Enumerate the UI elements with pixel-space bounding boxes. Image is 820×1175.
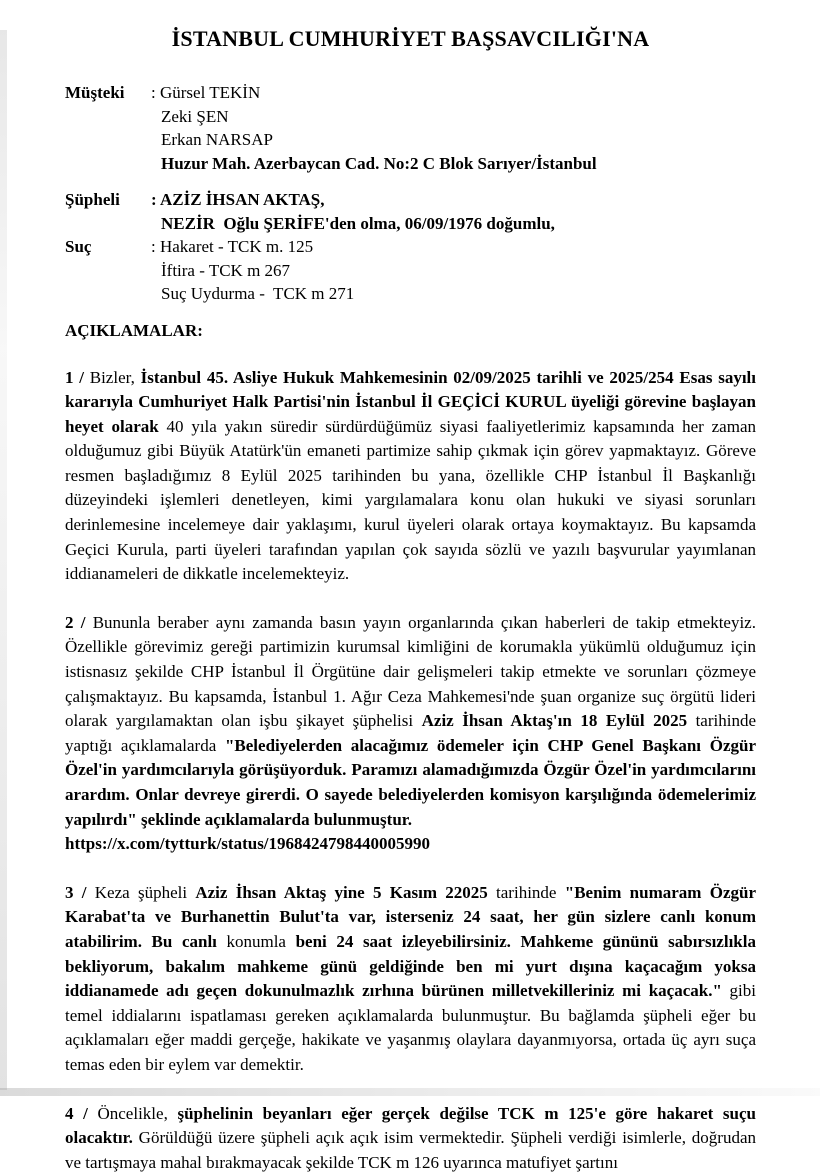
offense-section	[65, 235, 756, 306]
paragraph-1	[65, 366, 756, 587]
text-run: "Belediyelerden alacağımız ödemeler için CHP Genel Başkanı Özgür Özel'in yardımcılarıyla görüşüyorduk. Paramızı alamadığımızda Özgür Özel'in yardımcılarını arardım. Onlar devreye girerdi. O sayede belediyelerden komisyon karşılığında ödemelerimiz yapılırdı" şeklinde açıklamalarda bulunmuştur.	[65, 735, 756, 829]
complainant-name-3: Erkan NARSAP	[161, 130, 273, 149]
text-run: "Benim numaram Özgür Karabat'ta ve Burhanettin Bulut'ta var, isterseniz 24 saat, her gün sizlere canlı konum atabilirim. Bu canlı	[65, 882, 757, 951]
text-run: 2 /	[65, 612, 86, 632]
text-run: İstanbul 45. Asliye Hukuk Mahkemesinin 02/09/2025 tarihli ve 2025/254 Esas sayılı kararıyla Cumhuriyet Halk Partisi'nin İstanbul İl GEÇİCİ KURUL üyeliği görevine başlayan heyet olarak	[65, 367, 756, 436]
suspect-section	[65, 188, 756, 235]
source-url-line: https://x.com/tytturk/status/1968424798440005990	[65, 834, 431, 854]
text-run: tarihinde	[487, 882, 565, 902]
text-run: 40 yıla yakın süredir sürdürdüğümüz siyasi faaliyetlerimiz kapsamında her zaman olduğumuz gibi Büyük Atatürk'ün emaneti partimize sahip çıkmak için görev yapmaktayız. Göreve resmen başladığımız 8 Eylül 2025 tarihinden bu yana, özellikle CHP İstanbul İl Başkanlığı düzeyindeki işlemleri denetleyen, kimi yargılamalara konu olan hukuki ve siyasi sorunları derinlemesine incelemeye dair yaklaşımı, kurul üyeleri olarak ortaya koymaktayız. Bu kapsamda Geçici Kurula, parti üyeleri tarafından yapılan çok sayıda sözlü ve yazılı başvurular yayımlanan iddianameleri de dikkatle incelemekteyiz.	[65, 416, 756, 584]
scan-artifact-left-edge	[0, 30, 7, 1090]
section-spacer	[65, 175, 756, 188]
offense-row	[65, 282, 756, 306]
text-run: konumla	[216, 931, 296, 951]
complainant-row	[65, 128, 756, 152]
suspect-row	[65, 212, 756, 236]
document-title: İSTANBUL CUMHURİYET BAŞSAVCILIĞI'NA	[171, 26, 650, 51]
text-run: şüphelinin beyanları eğer gerçek değilse TCK m 125'e göre hakaret suçu olacaktır.	[65, 1103, 756, 1148]
offense-row	[65, 235, 756, 259]
complainant-section	[65, 81, 756, 175]
text-run: Görüldüğü üzere şüpheli açık açık isim vermektedir. Şüpheli verdiği isimlerle, doğrudan ve tartışmaya mahal bırakmayacak şekilde TCK m 126 uyarınca matufiyet şartını	[65, 1128, 756, 1172]
offense-row	[65, 259, 756, 283]
text-run: Bununla beraber aynı zamanda basın yayın organlarında çıkan haberleri de takip etmekteyiz. Özellikle görevimiz gereği partimizin kurumsal kimliğini de korumakla yükümlü olduğumuz için istisnasız şekilde CHP İstanbul İl Örgütüne dair gelişmeleri takip etmekte ve sorunları çözmeye çalışmaktayız. Bu kapsamda, İstanbul 1. Ağır Ceza Mahkemesi'nde şuan organize suç örgütü lideri olarak yargılamaktan olan işbu şikayet şüphelisi	[65, 612, 756, 731]
offense-item-3: Suç Uydurma - TCK m 271	[161, 284, 355, 303]
text-run: Aziz İhsan Aktaş'ın 18 Eylül 2025	[421, 711, 688, 731]
text-run: Keza şüpheli	[86, 882, 196, 902]
text-run: 1 /	[65, 367, 84, 387]
text-run: 3 /	[65, 882, 87, 902]
complainant-name-2: Zeki ŞEN	[161, 106, 229, 126]
offense-label: Suç	[65, 237, 92, 256]
complainant-label: Müşteki	[65, 83, 125, 102]
text-run: beni 24 saat izleyebilirsiniz. Mahkeme gününü sabırsızlıkla bekliyorum, bakalım mahkeme günü geldiğinde ben mi yurt dışına kaçacağım yoksa iddianamede adı geçen dokunulmazlık zırhına bürünen milletvekilleriniz mi kaçacak."	[65, 931, 756, 1001]
complainant-row	[65, 81, 756, 105]
text-run: tarihinde yaptığı açıklamalarda	[65, 711, 756, 755]
suspect-name: : AZİZ İHSAN AKTAŞ,	[151, 190, 325, 209]
complainant-row	[65, 105, 756, 129]
complainant-name-1: : Gürsel TEKİN	[151, 83, 261, 102]
complainant-address: Huzur Mah. Azerbaycan Cad. No:2 C Blok Sarıyer/İstanbul	[161, 153, 597, 173]
complainant-row	[65, 152, 756, 176]
paragraph-3	[65, 881, 756, 1078]
scan-artifact-bottom-edge	[0, 1088, 820, 1096]
text-run: Aziz İhsan Aktaş yine 5 Kasım 22025	[195, 882, 488, 902]
suspect-birth-info: NEZİR Oğlu ŞERİFE'den olma, 06/09/1976 doğumlu,	[161, 213, 555, 233]
offense-item-2: İftira - TCK m 267	[161, 260, 291, 280]
paragraph-2	[65, 611, 756, 832]
suspect-row	[65, 188, 756, 212]
text-run: Öncelikle,	[87, 1103, 178, 1123]
text-run: gibi temel iddialarını ispatlaması gereken açıklamalarda bulunmuştur. Bu bağlamda şüpheli eğer bu açıklamaları eğer maddi gerçeğe, hakikate ve yaşanmış olaylara dayanmıyorsa, ortada üç ayrı suça temas eden bir eylem var demektir.	[65, 981, 757, 1074]
offense-item-1: : Hakaret - TCK m. 125	[151, 237, 314, 256]
suspect-label: Şüpheli	[65, 190, 120, 209]
explanations-heading: AÇIKLAMALAR:	[65, 320, 203, 340]
text-run: Bizler,	[83, 367, 141, 387]
paragraph-4	[65, 1102, 756, 1175]
text-run: 4 /	[65, 1103, 88, 1123]
